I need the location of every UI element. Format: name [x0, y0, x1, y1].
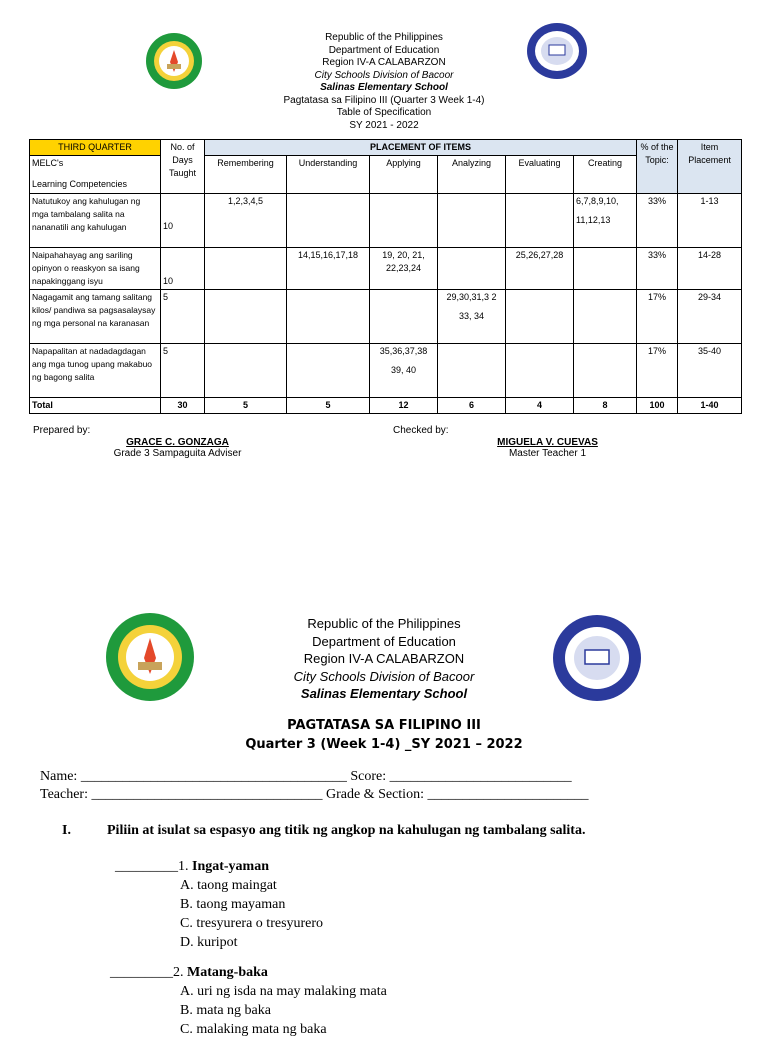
name-score-line: Name: ______________________________________ Score: __________________________: [40, 769, 572, 784]
creating-cell: [574, 344, 637, 398]
total-understanding: 5: [287, 398, 370, 414]
total-days: 30: [161, 398, 205, 414]
understanding-cell: [287, 344, 370, 398]
header-line-sy: SY 2021 - 2022: [349, 119, 419, 131]
total-row: [30, 398, 742, 414]
item-placement-header: Item Placement: [678, 140, 742, 194]
header-line-test: Pagtatasa sa Filipino III (Quarter 3 Week 1-4): [283, 94, 485, 106]
learning-label: Learning Competencies: [32, 179, 128, 189]
understanding-cell: [287, 290, 370, 344]
days-cell: 10: [161, 194, 205, 248]
percent-cell: 33%: [637, 248, 678, 290]
question-word: Matang-baka: [187, 965, 268, 980]
table-row: [30, 290, 742, 344]
melc-label: MELC's: [32, 158, 64, 168]
percent-cell: 17%: [637, 344, 678, 398]
creating-cell: [574, 290, 637, 344]
evaluating-cell: [506, 194, 574, 248]
total-placement: 1-40: [678, 398, 742, 414]
level-applying: Applying: [370, 156, 438, 194]
level-evaluating: Evaluating: [506, 156, 574, 194]
total-creating: 8: [574, 398, 637, 414]
applying-line1: 35,36,37,38: [379, 346, 428, 356]
total-analyzing: 6: [438, 398, 506, 414]
table-row: [30, 248, 742, 290]
choice-d: D. kuripot: [180, 935, 238, 950]
test-header-division: City Schools Division of Bacoor: [293, 668, 475, 684]
checked-by-block: [460, 437, 635, 459]
answer-blank[interactable]: _________: [115, 859, 178, 874]
quarter-header: THIRD QUARTER: [30, 140, 161, 156]
header-line-deped: Department of Education: [328, 44, 440, 56]
total-evaluating: 4: [506, 398, 574, 414]
understanding-cell: 14,15,16,17,18: [287, 248, 370, 290]
percent-header: % of the Topic:: [637, 140, 678, 194]
creating-line1: 6,7,8,9,10,: [576, 196, 619, 206]
choice-c: C. malaking mata ng baka: [180, 1022, 327, 1037]
melc-header: [30, 156, 161, 194]
test-title-block: [0, 716, 768, 754]
test-header-school: Salinas Elementary School: [300, 686, 468, 701]
placement-cell: 14-28: [678, 248, 742, 290]
analyzing-cell: [438, 290, 506, 344]
days-cell: 5: [161, 344, 205, 398]
applying-cell: [370, 344, 438, 398]
analyzing-cell: [438, 344, 506, 398]
level-understanding: Understanding: [287, 156, 370, 194]
remembering-cell: [205, 248, 287, 290]
choice-c: C. tresyurera o tresyurero: [180, 916, 324, 931]
instruction-text: Piliin at isulat sa espasyo ang titik ng angkop na kahulugan ng tambalang salita.: [107, 823, 586, 838]
level-remembering: Remembering: [205, 156, 287, 194]
total-remembering: 5: [205, 398, 287, 414]
evaluating-cell: [506, 290, 574, 344]
analyzing-line1: 29,30,31,3 2: [446, 292, 497, 302]
evaluating-cell: [506, 344, 574, 398]
remembering-cell: [205, 344, 287, 398]
days-cell: 5: [161, 290, 205, 344]
percent-cell: 33%: [637, 194, 678, 248]
placement-cell: 1-13: [678, 194, 742, 248]
placement-cell: 29-34: [678, 290, 742, 344]
applying-line2: 39, 40: [390, 365, 417, 375]
analyzing-cell: [438, 248, 506, 290]
applying-cell: 19, 20, 21, 22,23,24: [370, 248, 438, 290]
checked-by-title: Master Teacher 1: [508, 448, 587, 459]
header-line-republic: Republic of the Philippines: [325, 32, 443, 43]
question-2-choices: [180, 982, 387, 1039]
tos-table: [29, 139, 742, 414]
remembering-cell: [205, 290, 287, 344]
test-header-region: Region IV-A CALABARZON: [303, 651, 465, 666]
placement-header: PLACEMENT OF ITEMS: [205, 140, 637, 156]
question-1-choices: [180, 876, 323, 952]
question-number: 1.: [178, 859, 189, 874]
percent-cell: 17%: [637, 290, 678, 344]
analyzing-line2: 33, 34: [458, 311, 485, 321]
test-title: PAGTATASA SA FILIPINO III: [287, 718, 481, 733]
choice-b: B. mata ng baka: [180, 1003, 271, 1018]
teacher-grade-line: Teacher: _________________________________ Grade & Section: _______________________: [40, 787, 589, 802]
total-applying: 12: [370, 398, 438, 414]
test-header-block: [0, 615, 768, 703]
choice-a: A. uri ng isda na may malaking mata: [180, 984, 387, 999]
header-line-region: Region IV-A CALABARZON: [322, 57, 446, 68]
total-percent: 100: [637, 398, 678, 414]
prepared-by-block: [90, 437, 265, 459]
header-block: [0, 32, 768, 132]
header-line-tos: Table of Specification: [336, 107, 432, 118]
checked-by-name: MIGUELA V. CUEVAS: [497, 437, 598, 448]
prepared-by-label: Prepared by:: [33, 425, 91, 436]
remembering-cell: 1,2,3,4,5: [205, 194, 287, 248]
header-line-division: City Schools Division of Bacoor: [314, 69, 454, 81]
table-row: [30, 344, 742, 398]
question-1: [115, 857, 269, 876]
applying-cell: [370, 290, 438, 344]
answer-blank[interactable]: _________: [110, 965, 173, 980]
competency-cell: Nagagamit ang tamang salitang kilos/ pandiwa sa pagsasalaysay ng mga personal na karanasan: [30, 290, 161, 344]
evaluating-cell: 25,26,27,28: [506, 248, 574, 290]
level-analyzing: Analyzing: [438, 156, 506, 194]
applying-cell: [370, 194, 438, 248]
test-header-republic: Republic of the Philippines: [307, 616, 461, 631]
analyzing-cell: [438, 194, 506, 248]
choice-b: B. taong mayaman: [180, 897, 286, 912]
understanding-cell: [287, 194, 370, 248]
test-subtitle: Quarter 3 (Week 1-4) _SY 2021 – 2022: [245, 737, 523, 752]
total-label: Total: [30, 398, 161, 414]
question-number: 2.: [173, 965, 184, 980]
test-header-deped: Department of Education: [312, 633, 456, 649]
prepared-by-title: Grade 3 Sampaguita Adviser: [113, 448, 242, 459]
competency-cell: Naipahahayag ang sariling opinyon o reaskyon sa isang napakinggang isyu: [30, 248, 161, 290]
placement-cell: 35-40: [678, 344, 742, 398]
creating-cell: [574, 194, 637, 248]
checked-by-label: Checked by:: [393, 425, 449, 436]
table-row: [30, 194, 742, 248]
choice-a: A. taong maingat: [180, 878, 277, 893]
creating-line2: 11,12,13: [576, 215, 611, 225]
competency-cell: Napapalitan at nadadagdagan ang mga tunog upang makabuo ng bagong salita: [30, 344, 161, 398]
level-creating: Creating: [574, 156, 637, 194]
header-line-school: Salinas Elementary School: [320, 82, 448, 93]
section-number: I.: [62, 823, 71, 838]
days-header: No. of Days Taught: [161, 140, 205, 194]
competency-cell: Natutukoy ang kahulugan ng mga tambalang salita na nananatili ang kahulugan: [30, 194, 161, 248]
creating-cell: [574, 248, 637, 290]
prepared-by-name: GRACE C. GONZAGA: [126, 437, 229, 448]
question-2: [110, 963, 268, 982]
question-word: Ingat-yaman: [192, 859, 270, 874]
days-cell: 10: [161, 248, 205, 290]
